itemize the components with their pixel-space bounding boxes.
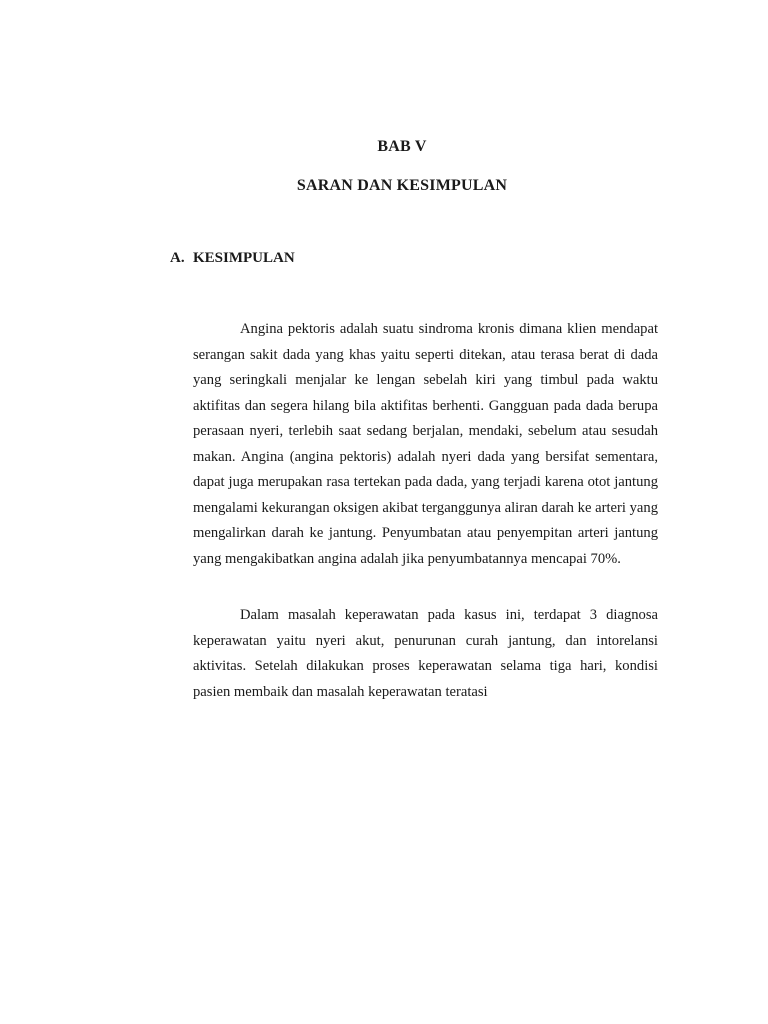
paragraph-2-block	[193, 603, 658, 705]
paragraph-1-block	[193, 317, 658, 572]
paragraph: Dalam masalah keperawatan pada kasus ini, terdapat 3 diagnosa keperawatan yaitu nyeri akut, penurunan curah jantung, dan intorelansi aktivitas. Setelah dilakukan proses keperawatan selama tiga hari, kondisi pasien membaik dan masalah keperawatan teratasi	[193, 607, 658, 700]
chapter-number: BAB V	[377, 138, 427, 155]
section-title: KESIMPULAN	[193, 250, 295, 266]
paragraph: Angina pektoris adalah suatu sindroma kronis dimana klien mendapat serangan sakit dada yang khas yaitu seperti ditekan, atau terasa berat di dada yang seringkali menjalar ke lengan sebelah kiri yang timbul pada waktu aktifitas dan segera hilang bila aktifitas berhenti. Gangguan pada dada berupa perasaan nyeri, terlebih saat sedang berjalan, mendaki, sebelum atau sesudah makan. Angina (angina pektoris) adalah nyeri dada yang bersifat sementara, dapat juga merupakan rasa tertekan pada dada, yang terjadi karena otot jantung mengalami kekurangan oksigen akibat terganggunya aliran darah ke arteri yang mengalirkan darah ke jantung. Penyumbatan atau penyempitan arteri jantung yang mengakibatkan angina adalah jika penyumbatannya mencapai 70%.	[193, 321, 658, 567]
chapter-title: SARAN DAN KESIMPULAN	[296, 177, 508, 194]
section-letter: A.	[170, 250, 185, 266]
section-heading	[170, 250, 295, 267]
